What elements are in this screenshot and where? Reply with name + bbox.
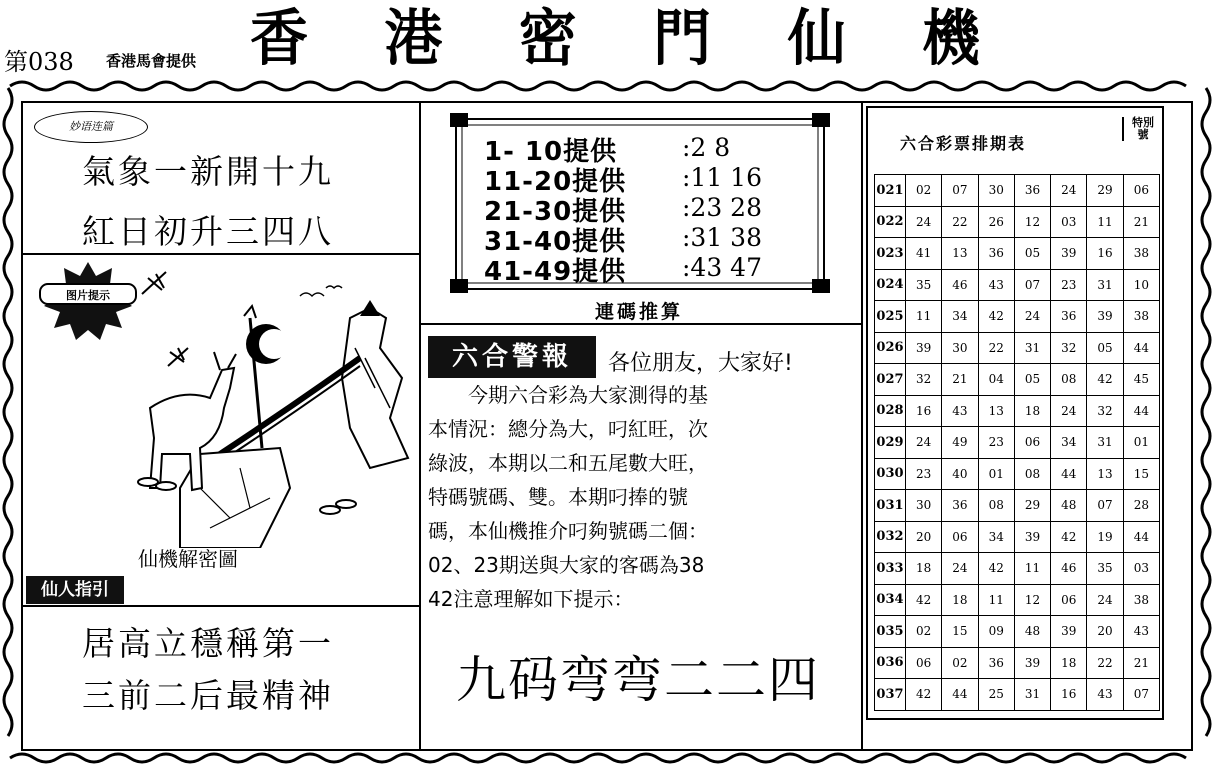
number-cell: 34 [942,301,978,333]
wave-border [1202,88,1210,736]
number-cell: 15 [1123,458,1159,490]
number-cell: 23 [978,427,1014,459]
period-cell: 021 [875,175,906,207]
number-cell: 38 [1123,584,1159,616]
number-cell: 35 [906,269,942,301]
number-cell: 44 [1123,332,1159,364]
number-cell: 24 [906,206,942,238]
number-cell: 24 [1051,395,1087,427]
number-cell: 43 [1087,679,1123,711]
number-cell: 32 [1051,332,1087,364]
table-row [875,238,1160,270]
provider-label: 香港馬會提供 [106,52,197,70]
number-cell: 44 [942,679,978,711]
number-cell: 13 [978,395,1014,427]
number-cell: 21 [942,364,978,396]
number-cell: 39 [1051,238,1087,270]
greeting: 各位朋友，大家好! [608,351,793,376]
number-cell: 15 [942,616,978,648]
number-cell: 48 [1014,616,1050,648]
number-cell: 01 [978,458,1014,490]
number-cell: 20 [1087,616,1123,648]
number-cell: 48 [1051,490,1087,522]
number-cell: 42 [1087,364,1123,396]
title-char: 香 [250,2,309,74]
number-cell: 44 [1051,458,1087,490]
table-row [875,458,1160,490]
body-line: 碼，本仙機推介叼夠號碼二個： [428,519,708,543]
number-cell: 41 [906,238,942,270]
number-cell: 05 [1014,364,1050,396]
number-cell: 02 [906,175,942,207]
guide-label: 仙人指引 [26,576,124,604]
number-cell: 25 [978,679,1014,711]
number-cell: 18 [1014,395,1050,427]
period-cell: 026 [875,332,906,364]
number-cell: 06 [1123,175,1159,207]
table-row [875,647,1160,679]
title-char: 港 [384,2,443,74]
number-cell: 36 [942,490,978,522]
number-cell: 01 [1123,427,1159,459]
number-cell: 07 [1014,269,1050,301]
poem-line: 紅日初升三四八 [82,212,334,251]
number-cell: 23 [1051,269,1087,301]
slogan: 九码弯弯二二四 [456,651,820,709]
number-cell: 42 [978,553,1014,585]
number-cell: 34 [978,521,1014,553]
number-cell: 28 [1123,490,1159,522]
number-cell: 38 [1123,238,1159,270]
number-cell: 42 [906,584,942,616]
number-cell: 44 [1123,395,1159,427]
number-cell: 39 [906,332,942,364]
number-cell: 34 [1051,427,1087,459]
number-cell: 02 [942,647,978,679]
period-cell: 033 [875,553,906,585]
table-row [875,521,1160,553]
number-cell: 06 [1051,584,1087,616]
number-cell: 20 [906,521,942,553]
number-cell: 06 [906,647,942,679]
number-cell: 06 [1014,427,1050,459]
number-cell: 13 [1087,458,1123,490]
number-cell: 22 [1087,647,1123,679]
table-row [875,553,1160,585]
number-cell: 16 [906,395,942,427]
title-char: 仙 [787,2,846,74]
number-cell: 05 [1014,238,1050,270]
number-cell: 38 [1123,301,1159,333]
alert-label: 六合警報 [428,336,596,378]
svg-text:图片提示: 图片提示 [66,289,110,302]
period-cell: 036 [875,647,906,679]
number-cell: 43 [942,395,978,427]
number-cell: 24 [1014,301,1050,333]
provision-range: 31-40提供 [484,227,627,257]
provision-range: 41-49提供 [484,257,627,287]
body-line: 本情況：總分為大，叼紅旺，次 [428,417,708,441]
page-title [250,2,980,74]
schedule-table [874,174,1160,711]
table-row [875,616,1160,648]
number-cell: 07 [942,175,978,207]
number-cell: 39 [1051,616,1087,648]
table-row [875,332,1160,364]
number-cell: 30 [906,490,942,522]
number-cell: 24 [942,553,978,585]
wave-border [10,754,1186,762]
number-cell: 03 [1123,553,1159,585]
title-char: 機 [921,2,980,74]
number-cell: 06 [942,521,978,553]
number-cell: 36 [1014,175,1050,207]
poem-line: 氣象一新開十九 [82,152,334,191]
number-cell: 07 [1087,490,1123,522]
number-cell: 22 [978,332,1014,364]
provision-range: 1- 10提供 [484,137,618,167]
period-cell: 032 [875,521,906,553]
provision-range: 11-20提供 [484,167,627,197]
illustration [30,258,420,548]
number-cell: 42 [906,679,942,711]
body-line: 42注意理解如下提示： [428,587,634,611]
number-cell: 40 [942,458,978,490]
table-row [875,301,1160,333]
number-cell: 03 [1051,206,1087,238]
badge: 妙语连篇 [34,111,148,143]
table-row [875,584,1160,616]
number-cell: 32 [1087,395,1123,427]
number-cell: 42 [1051,521,1087,553]
provision-values: :43 47 [682,253,762,282]
number-cell: 36 [978,647,1014,679]
number-cell: 05 [1087,332,1123,364]
number-cell: 18 [1051,647,1087,679]
number-cell: 12 [1014,584,1050,616]
number-cell: 46 [942,269,978,301]
number-cell: 39 [1087,301,1123,333]
period-cell: 029 [875,427,906,459]
number-cell: 31 [1087,427,1123,459]
body-text [428,378,838,616]
number-cell: 43 [1123,616,1159,648]
period-cell: 027 [875,364,906,396]
number-cell: 29 [1087,175,1123,207]
table-row [875,395,1160,427]
number-cell: 07 [1123,679,1159,711]
body-line: 綠波，本期以二和五尾數大旺， [428,451,708,475]
provision-values: :31 38 [682,223,762,252]
number-cell: 42 [978,301,1014,333]
table-row [875,490,1160,522]
number-cell: 39 [1014,647,1050,679]
number-cell: 49 [942,427,978,459]
period-cell: 037 [875,679,906,711]
number-cell: 36 [1051,301,1087,333]
number-cell: 08 [1051,364,1087,396]
number-cell: 10 [1123,269,1159,301]
number-cell: 32 [906,364,942,396]
issue-number: 第038 [4,48,74,76]
number-cell: 39 [1014,521,1050,553]
number-cell: 46 [1051,553,1087,585]
number-cell: 30 [942,332,978,364]
number-cell: 08 [1014,458,1050,490]
number-cell: 16 [1087,238,1123,270]
number-cell: 31 [1087,269,1123,301]
wave-border [4,88,12,736]
provision-box [450,113,830,295]
body-line: 今期六合彩為大家測得的基 [428,383,708,407]
number-cell: 11 [1014,553,1050,585]
period-cell: 035 [875,616,906,648]
number-cell: 31 [1014,332,1050,364]
number-cell: 24 [1087,584,1123,616]
period-cell: 034 [875,584,906,616]
table-row [875,679,1160,711]
provision-values: :23 28 [682,193,762,222]
number-cell: 36 [978,238,1014,270]
number-cell: 11 [1087,206,1123,238]
number-cell: 31 [1014,679,1050,711]
lianma-label: 連碼推算 [595,301,684,323]
period-cell: 025 [875,301,906,333]
table-row [875,364,1160,396]
title-char: 門 [653,2,712,74]
number-cell: 09 [978,616,1014,648]
period-cell: 030 [875,458,906,490]
number-cell: 35 [1087,553,1123,585]
number-cell: 18 [906,553,942,585]
number-cell: 24 [1051,175,1087,207]
number-cell: 44 [1123,521,1159,553]
number-cell: 43 [978,269,1014,301]
body-line: 02、23期送與大家的客碼為38 [428,553,705,577]
table-row [875,269,1160,301]
period-cell: 023 [875,238,906,270]
number-cell: 45 [1123,364,1159,396]
table-row [875,427,1160,459]
period-cell: 022 [875,206,906,238]
number-cell: 18 [942,584,978,616]
provision-range: 21-30提供 [484,197,627,227]
body-line: 特碼號碼、雙。本期叼捧的號 [428,485,688,509]
number-cell: 24 [906,427,942,459]
number-cell: 21 [1123,206,1159,238]
number-cell: 19 [1087,521,1123,553]
provision-values: :2 8 [682,133,731,162]
number-cell: 21 [1123,647,1159,679]
number-cell: 13 [942,238,978,270]
guide-line: 居高立穩稱第一 [82,624,334,663]
number-cell: 29 [1014,490,1050,522]
period-cell: 031 [875,490,906,522]
period-cell: 024 [875,269,906,301]
guide-line: 三前二后最精神 [82,676,334,715]
table-row [875,175,1160,207]
number-cell: 22 [942,206,978,238]
number-cell: 08 [978,490,1014,522]
number-cell: 23 [906,458,942,490]
schedule-tag: 特別號 [1122,117,1156,141]
title-char: 密 [518,2,577,74]
number-cell: 11 [978,584,1014,616]
number-cell: 30 [978,175,1014,207]
number-cell: 16 [1051,679,1087,711]
number-cell: 02 [906,616,942,648]
number-cell: 12 [1014,206,1050,238]
provision-values: :11 16 [682,163,762,192]
number-cell: 04 [978,364,1014,396]
period-cell: 028 [875,395,906,427]
schedule-title: 六合彩票排期表 [900,134,1027,153]
illustration-caption: 仙機解密圖 [138,547,238,571]
wave-border [10,82,1186,90]
number-cell: 26 [978,206,1014,238]
number-cell: 11 [906,301,942,333]
table-row [875,206,1160,238]
